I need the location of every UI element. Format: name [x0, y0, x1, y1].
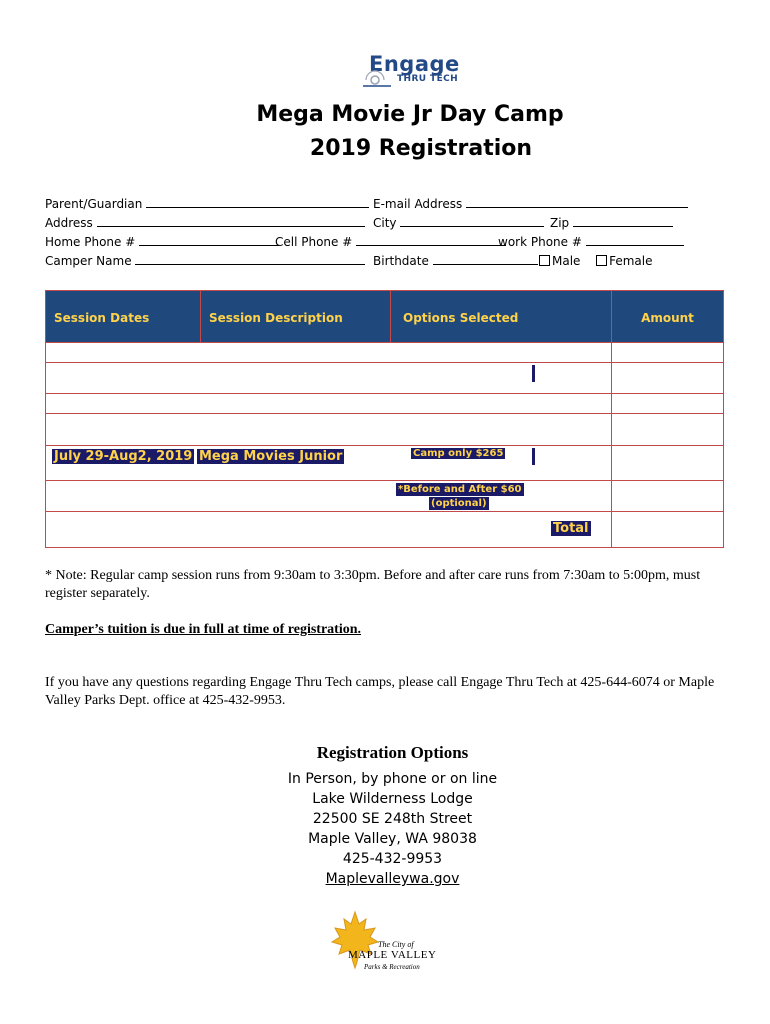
table-row [46, 343, 724, 363]
amount-cell[interactable] [612, 481, 724, 512]
session-date: July 29-Aug2, 2019 [54, 449, 193, 464]
parent-line[interactable] [146, 197, 369, 208]
registration-options-heading: Registration Options [316, 743, 469, 762]
maple-leaf-icon [330, 910, 380, 970]
work-phone-label: work Phone # [498, 235, 582, 249]
city-label: City [373, 216, 397, 230]
logo-city-of: The City of [378, 940, 414, 949]
questions-note: If you have any questions regarding Engage Thru Tech camps, please call Engage Thru Tech at 425-644-6074 or Maple Valley Parks Dept. office at 425-432-9953. [45, 675, 715, 708]
website-link[interactable]: Maplevalleywa.gov [325, 871, 460, 887]
male-label: Male [552, 254, 581, 268]
email-field[interactable] [373, 197, 688, 211]
cursor-bar [532, 365, 535, 382]
address-field[interactable] [45, 216, 365, 230]
amount-cell[interactable] [612, 446, 724, 481]
email-label: E-mail Address [373, 197, 463, 211]
before-after-option: *Before and After $60 [398, 484, 522, 495]
before-after-optional: (optional) [431, 498, 487, 509]
email-line[interactable] [466, 197, 688, 208]
before-after-cell[interactable] [46, 481, 612, 512]
page-title: Mega Movie Jr Day Camp [256, 102, 564, 127]
header-session-dates: Session Dates [46, 291, 201, 343]
zip-field[interactable] [550, 216, 673, 230]
camper-name-line[interactable] [135, 254, 365, 265]
logo-engage-text: Engage [369, 52, 460, 76]
table-cell[interactable] [46, 414, 612, 446]
total-row [46, 512, 724, 548]
address-label: Address [45, 216, 93, 230]
city-line[interactable] [400, 216, 544, 227]
zip-label: Zip [550, 216, 570, 230]
home-phone-label: Home Phone # [45, 235, 136, 249]
registration-options-list [0, 769, 770, 889]
cursor-bar [532, 448, 535, 465]
table-cell[interactable] [46, 363, 612, 394]
header-amount: Amount [612, 291, 724, 343]
male-checkbox[interactable] [539, 255, 550, 266]
parent-field[interactable] [45, 197, 369, 211]
amount-cell[interactable] [612, 414, 724, 446]
session-row [46, 446, 724, 481]
header-options-selected: Options Selected [391, 291, 612, 343]
option-line: Lake Wilderness Lodge [312, 791, 473, 807]
amount-cell[interactable] [612, 394, 724, 414]
option-line: Maple Valley, WA 98038 [308, 831, 477, 847]
table-row [46, 394, 724, 414]
amount-cell[interactable] [612, 343, 724, 363]
address-line[interactable] [97, 216, 365, 227]
home-phone-line[interactable] [139, 235, 279, 246]
session-description: Mega Movies Junior [199, 449, 343, 464]
home-phone-field[interactable] [45, 235, 279, 249]
table-cell[interactable] [46, 394, 612, 414]
maple-valley-logo [330, 910, 450, 980]
total-label: Total [553, 521, 589, 536]
header-session-description: Session Description [201, 291, 391, 343]
camper-name-label: Camper Name [45, 254, 132, 268]
option-line: 425-432-9953 [342, 851, 443, 867]
female-label: Female [609, 254, 653, 268]
option-line: 22500 SE 248th Street [312, 811, 473, 827]
table-cell[interactable] [46, 343, 612, 363]
table-header-row [46, 291, 724, 343]
city-field[interactable] [373, 216, 544, 230]
signal-icon [363, 70, 393, 90]
camp-only-option: Camp only $265 [413, 448, 504, 459]
total-cell [46, 512, 612, 548]
zip-line[interactable] [573, 216, 673, 227]
cell-phone-field[interactable] [275, 235, 506, 249]
table-row [46, 414, 724, 446]
cell-phone-label: Cell Phone # [275, 235, 353, 249]
cell-phone-line[interactable] [356, 235, 506, 246]
session-cell[interactable] [46, 446, 612, 481]
table-row [46, 481, 724, 512]
tuition-note: Camper’s tuition is due in full at time of registration. [45, 622, 362, 637]
work-phone-field[interactable] [498, 235, 684, 249]
logo-thru-tech-text: THRU TECH [397, 74, 459, 84]
parent-label: Parent/Guardian [45, 197, 143, 211]
registration-table [45, 290, 724, 548]
engage-logo [355, 52, 465, 92]
female-checkbox[interactable] [596, 255, 607, 266]
gender-options [539, 254, 652, 268]
birthdate-label: Birthdate [373, 254, 429, 268]
birthdate-line[interactable] [433, 254, 538, 265]
birthdate-field[interactable] [373, 254, 538, 268]
table-row [46, 363, 724, 394]
camper-name-field[interactable] [45, 254, 365, 268]
session-note: * Note: Regular camp session runs from 9:30am to 3:30pm. Before and after care runs from 7:30am to 5:00pm, must register separately. [45, 568, 701, 601]
page-subtitle: 2019 Registration [309, 136, 533, 161]
logo-maple-valley: MAPLE VALLEY [348, 949, 437, 961]
logo-parks-recreation: Parks & Recreation [364, 963, 420, 971]
amount-cell[interactable] [612, 363, 724, 394]
work-phone-line[interactable] [586, 235, 684, 246]
total-amount-cell[interactable] [612, 512, 724, 548]
option-line: In Person, by phone or on line [287, 771, 498, 787]
